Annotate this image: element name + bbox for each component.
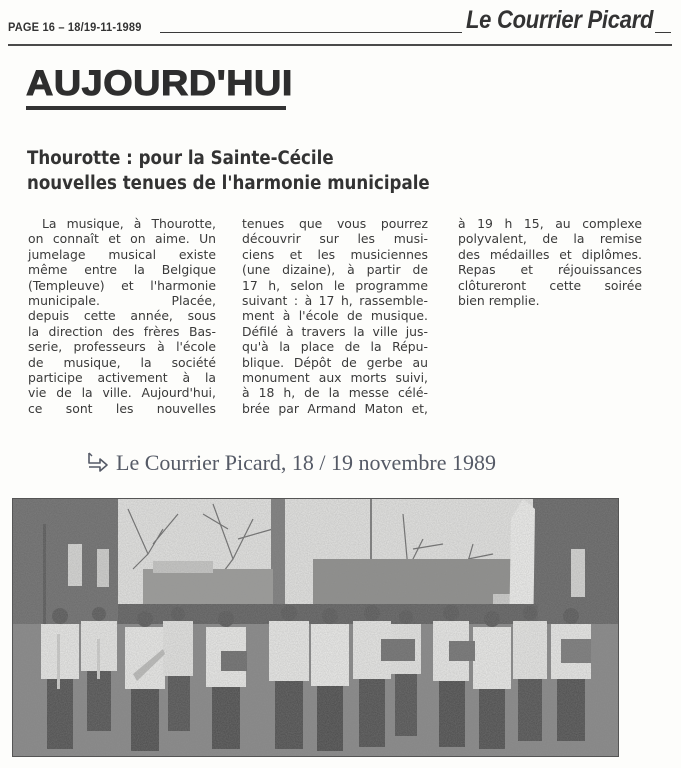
text-line <box>242 339 428 354</box>
source-text: Le Courrier Picard, 18 / 19 novembre 1989 <box>116 450 497 475</box>
word: à <box>282 308 291 324</box>
word: de <box>344 339 361 355</box>
word: la <box>81 385 93 401</box>
word: Maton <box>364 400 404 416</box>
word: musique, <box>66 216 124 231</box>
word: cette <box>83 308 116 324</box>
page-info: PAGE 16 – 18/19-11-1989 <box>8 20 142 34</box>
word: et <box>520 262 534 278</box>
word: sont <box>65 400 93 416</box>
word: 17 <box>242 277 258 293</box>
text-line <box>242 308 428 323</box>
text-line <box>242 231 428 246</box>
text-line <box>28 247 216 262</box>
word: au <box>555 216 571 231</box>
word: 19 <box>477 216 493 231</box>
word: Bas- <box>188 323 216 339</box>
rubric-underline <box>26 106 286 110</box>
word: et, <box>411 400 428 416</box>
word: soirée <box>604 277 642 293</box>
word: polyvalent, <box>458 231 527 247</box>
text-line <box>242 324 428 339</box>
word: suivant <box>242 293 288 309</box>
text-line <box>28 355 216 370</box>
word: tenues <box>242 216 285 231</box>
word: médailles <box>489 246 550 262</box>
headline-line: Thourotte : pour la Sainte-Cécile <box>27 148 334 169</box>
word: complexe <box>582 216 642 231</box>
word: sous <box>187 308 216 324</box>
word: connaît <box>52 231 99 247</box>
text-line <box>242 401 428 416</box>
text-line <box>28 216 216 231</box>
word: ment <box>242 308 275 324</box>
text-line <box>242 370 428 385</box>
word: musique, <box>63 354 121 370</box>
text-line <box>242 247 428 262</box>
word: vous <box>336 216 367 231</box>
word: blique. <box>242 354 285 370</box>
word: h, <box>268 277 281 293</box>
word: la <box>370 339 382 355</box>
word: morts <box>350 370 387 386</box>
newspaper-name: Le Courrier Picard <box>466 6 654 34</box>
word: ville <box>372 323 398 339</box>
word: entre <box>84 262 118 278</box>
word: ciens <box>242 246 275 262</box>
word: que <box>298 216 323 231</box>
text-line <box>28 324 216 339</box>
text-line <box>458 231 642 246</box>
word: programme <box>355 277 428 293</box>
word: selon <box>290 277 324 293</box>
word: messe <box>348 385 389 401</box>
word: Repas <box>458 262 496 278</box>
hooked-arrow-icon <box>86 451 110 473</box>
article-column-1 <box>28 216 216 416</box>
word: année, <box>130 308 173 324</box>
word: Thourotte, <box>151 216 216 231</box>
text-line <box>28 370 216 385</box>
word: remise <box>599 231 642 247</box>
word: clôtureront <box>458 277 527 293</box>
text-line <box>242 293 428 308</box>
word: des <box>112 323 135 339</box>
word: Aujourd'hui, <box>141 385 216 401</box>
word: Dépôt <box>293 354 332 370</box>
word: h, <box>283 385 296 401</box>
text-line <box>458 247 642 262</box>
word: des <box>458 246 480 262</box>
word: musical <box>108 246 157 262</box>
word: et <box>289 246 303 262</box>
word: à <box>182 370 191 386</box>
word: à <box>304 293 313 309</box>
word: et <box>108 231 121 247</box>
article-column-2 <box>242 216 428 416</box>
word: ville. <box>102 385 132 401</box>
text-line <box>242 216 428 231</box>
article-headline <box>27 146 430 196</box>
word: de <box>56 385 72 401</box>
word: depuis <box>28 308 70 324</box>
word: 17 <box>318 293 335 309</box>
text-line <box>28 262 216 277</box>
word: musiciennes <box>350 246 428 262</box>
text-line <box>28 401 216 416</box>
word: monument <box>242 370 310 386</box>
word: ce <box>28 400 43 416</box>
word: à <box>285 323 294 339</box>
article-column-3 <box>458 216 642 308</box>
word: direction <box>48 323 103 339</box>
word: on <box>130 231 146 247</box>
text-line <box>28 339 216 354</box>
word: Armand <box>307 400 357 416</box>
word: La <box>42 216 57 231</box>
word: gerbe <box>366 354 403 370</box>
word: (une <box>242 262 271 278</box>
word: frères <box>143 323 180 339</box>
text-line <box>458 278 642 293</box>
word: la <box>28 323 40 339</box>
word: partir <box>366 262 401 278</box>
word: travers <box>301 323 346 339</box>
word: la <box>140 354 152 370</box>
word: Un <box>199 231 216 247</box>
word: de <box>412 262 428 278</box>
word: célé- <box>397 385 428 401</box>
word: h <box>504 216 513 231</box>
word: l'école <box>176 339 216 355</box>
text-line <box>28 385 216 400</box>
word: de <box>304 385 320 401</box>
word: jumelage <box>28 246 86 262</box>
text-line <box>28 278 216 293</box>
word: musi- <box>393 231 428 247</box>
masthead-rule <box>8 44 672 46</box>
word: brée <box>242 400 270 416</box>
word: cette <box>549 277 582 293</box>
word: la <box>279 339 291 355</box>
word: qu'à <box>242 339 269 355</box>
word: 18 <box>258 385 275 401</box>
word: Placée, <box>171 293 216 309</box>
word: société <box>171 354 216 370</box>
word: serie, <box>28 339 63 355</box>
word: : <box>293 293 299 309</box>
word: Belgique <box>161 262 216 278</box>
word: les <box>357 231 376 247</box>
text-line: bien remplie. <box>458 293 540 309</box>
word: jus- <box>405 323 428 339</box>
word: vie <box>28 385 47 401</box>
word: même <box>28 262 68 278</box>
word: de <box>347 308 363 324</box>
word: les <box>115 400 134 416</box>
word: place <box>300 339 335 355</box>
word: et <box>559 246 572 262</box>
word: h, <box>340 293 353 309</box>
masthead-dash <box>655 32 671 33</box>
word: diplômes. <box>581 246 642 262</box>
word: activement <box>97 370 168 386</box>
text-line <box>242 262 428 277</box>
word: l'école <box>298 308 339 324</box>
word: participe <box>28 370 83 386</box>
text-line <box>242 278 428 293</box>
word: existe <box>178 246 216 262</box>
text-line <box>242 385 428 400</box>
word: municipale. <box>28 293 100 309</box>
text-line <box>28 231 216 246</box>
word: à <box>242 385 250 401</box>
word: aux <box>318 370 342 386</box>
word: à <box>347 262 355 278</box>
word: de <box>341 354 357 370</box>
word: à <box>133 216 142 231</box>
word: Répu- <box>392 339 428 355</box>
word: nouvelles <box>156 400 216 416</box>
word: Défilé <box>242 323 279 339</box>
word: à <box>157 339 165 355</box>
masthead-rule-short <box>160 32 462 33</box>
word: on <box>28 231 44 247</box>
word: professeurs <box>73 339 146 355</box>
word: rassemble- <box>359 293 428 309</box>
word: les <box>317 246 336 262</box>
word: de <box>28 354 44 370</box>
word: de <box>542 231 558 247</box>
word: musique. <box>370 308 428 324</box>
word: et <box>121 277 134 293</box>
word: la <box>133 262 145 278</box>
word: pourrez <box>380 216 428 231</box>
word: au <box>412 354 428 370</box>
word: la <box>573 231 585 247</box>
word: la <box>328 385 340 401</box>
word: réjouissances <box>557 262 642 278</box>
word: le <box>333 277 345 293</box>
band-photo <box>12 498 619 757</box>
text-line <box>458 216 642 231</box>
word: à <box>458 216 466 231</box>
headline-line: nouvelles tenues de l'harmonie municipale <box>27 173 430 194</box>
word: aime. <box>154 231 190 247</box>
text-line <box>458 262 642 277</box>
word: l'harmonie <box>150 277 216 293</box>
text-line <box>28 308 216 323</box>
source-caption <box>86 450 496 476</box>
word: 15, <box>523 216 544 231</box>
word: sur <box>319 231 339 247</box>
photo-illustration <box>13 499 618 756</box>
text-line <box>28 293 216 308</box>
word: dizaine), <box>282 262 336 278</box>
text-line <box>242 355 428 370</box>
word: (Templeuve) <box>28 277 105 293</box>
section-rubric: AUJOURD'HUI <box>26 64 293 103</box>
word: la <box>204 370 216 386</box>
word: par <box>278 400 299 416</box>
halftone-grain <box>13 499 618 756</box>
word: suivi, <box>395 370 428 386</box>
word: la <box>353 323 365 339</box>
word: découvrir <box>242 231 301 247</box>
